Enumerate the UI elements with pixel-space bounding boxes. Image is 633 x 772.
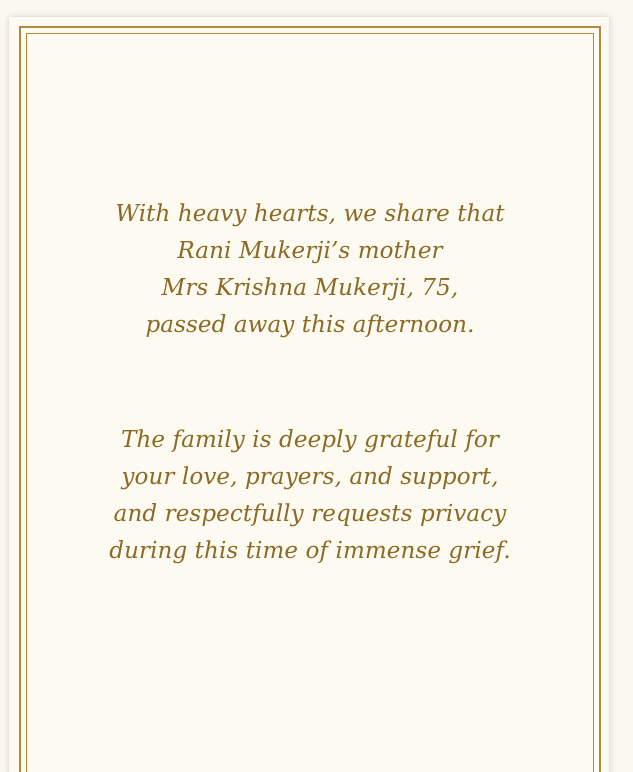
announcement-line: during this time of immense grief.: [109, 538, 511, 564]
announcement-line: Rani Mukerji’s mother: [177, 238, 443, 264]
announcement-line: and respectfully requests privacy: [113, 501, 507, 527]
announcement-line: Mrs Krishna Mukerji, 75,: [161, 275, 459, 301]
announcement-line: passed away this afternoon.: [145, 312, 475, 338]
announcement-paragraph-2: [60, 422, 560, 570]
announcement-paragraph-1: [60, 196, 560, 344]
announcement-line: your love, prayers, and support,: [121, 464, 499, 490]
double-border-frame: [19, 26, 601, 772]
inner-border: [26, 33, 594, 772]
announcement-line: With heavy hearts, we share that: [115, 201, 505, 227]
announcement-line: The family is deeply grateful for: [121, 427, 499, 453]
